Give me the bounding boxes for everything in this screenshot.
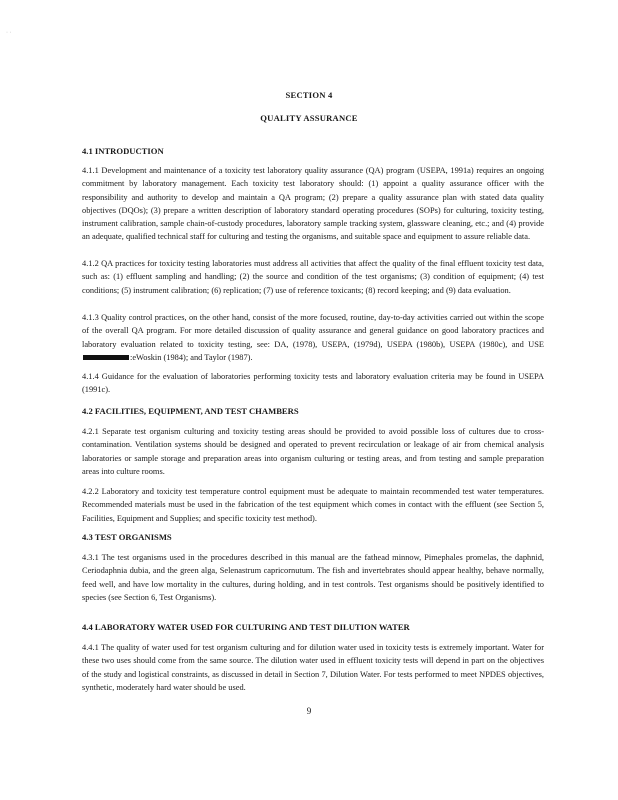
paragraph-text: 4.1.4 Guidance for the evaluation of laboratories performing toxicity tests and laboratory evaluation criteria may be found in USEPA (1991c). xyxy=(82,372,544,395)
heading-4-1: 4.1 INTRODUCTION xyxy=(82,146,164,156)
paragraph-text: 4.3.1 The test organisms used in the procedures described in this manual are the fathead minnow, Pimephales promelas, the daphnid, Ceriodaphnia dubia, and the green alga, Selenastrum capricornutum. The fish and invertebrates should appear healthy, behave normally, feed well, and have low mortality in the cultures, during holding, and in test controls. Test organisms should be positively identified to species (see Section 6, Test Organisms). xyxy=(82,553,544,602)
paragraph-text: 4.1.2 QA practices for toxicity testing laboratories must address all activities that affect the quality of the final effluent toxicity test data, such as: (1) effluent sampling and handling; (2) the source and condition of the test organisms; (3) condition of equipment; (4) test conditions; (5) instrument calibration; (6) replication; (7) use of reference toxicants; (8) record keeping; and (9) data evaluation. xyxy=(82,259,544,295)
paragraph-text: 4.2.1 Separate test organism culturing and toxicity testing areas should be provided to avoid possible loss of cultures due to cross-contamination. Ventilation systems should be designed and operated to prevent recirculation or leakage of air from chemical analysis laboratories or sample storage and preparation areas into organism culturing or testing areas, and from testing and sample preparation areas into culture rooms. xyxy=(82,427,544,476)
paragraph-4-2-2 xyxy=(82,485,544,525)
page-number: 9 xyxy=(306,706,312,716)
paragraph-4-1-2 xyxy=(82,257,544,297)
paragraph-text-tail: :eWoskin (1984); and Taylor (1987). xyxy=(130,352,253,362)
section-title: QUALITY ASSURANCE xyxy=(260,113,358,123)
paragraph-4-1-3 xyxy=(82,311,544,364)
heading-4-4: 4.4 LABORATORY WATER USED FOR CULTURING AND TEST DILUTION WATER xyxy=(82,622,410,632)
paragraph-text xyxy=(82,311,544,364)
redaction-mark xyxy=(83,355,129,360)
paragraph-4-2-1 xyxy=(82,425,544,478)
paragraph-4-1-1 xyxy=(82,164,544,244)
heading-4-3: 4.3 TEST ORGANISMS xyxy=(82,532,172,542)
paragraph-4-4-1 xyxy=(82,641,544,694)
paragraph-4-3-1 xyxy=(82,551,544,604)
heading-4-2: 4.2 FACILITIES, EQUIPMENT, AND TEST CHAMBERS xyxy=(82,406,299,416)
section-label: SECTION 4 xyxy=(285,90,333,100)
paragraph-text: 4.4.1 The quality of water used for test organism culturing and for dilution water used in toxicity tests is extremely important. Water for these two uses should come from the same source. The dilution water used in effluent toxicity tests will depend in part on the objectives of the study and logistical constraints, as discussed in detail in Section 7, Dilution Water. For tests performed to meet NPDES objectives, synthetic, moderately hard water should be used. xyxy=(82,643,544,692)
paragraph-text: 4.1.1 Development and maintenance of a toxicity test laboratory quality assurance (QA) program (USEPA, 1991a) requires an ongoing commitment by laboratory management. Each toxicity test laboratory should: (1) appoint a quality assurance officer with the responsibility and authority to develop and maintain a QA program; (2) prepare a quality assurance plan with stated data quality objectives (DQOs); (3) prepare a written description of laboratory standard operating procedures (SOPs) for culturing, toxicity testing, instrument calibration, sample chain-of-custody procedures, laboratory sample tracking system, glassware cleaning, etc.; and (4) provide an adequate, qualified technical staff for culturing and testing the organisms, and suitable space and equipment to assure reliable data. xyxy=(82,166,544,242)
scan-artifact: · · xyxy=(6,30,12,36)
paragraph-text: 4.2.2 Laboratory and toxicity test temperature control equipment must be adequate to maintain recommended test water temperatures. Recommended materials must be used in the fabrication of the test equipment which comes in contact with the effluent (see Section 5, Facilities, Equipment and Supplies; and specific toxicity test method). xyxy=(82,487,544,523)
paragraph-4-1-4 xyxy=(82,370,544,397)
paragraph-text-body: 4.1.3 Quality control practices, on the other hand, consist of the more focused, routine, day-to-day activities carried out within the scope of the overall QA program. For more detailed discussion of quality assurance and general guidance on good laboratory practices and laboratory evaluation related to toxicity testing, see: DA, (1978), USEPA, (1979d), USEPA (1980b), USEPA (1980c), and USE xyxy=(82,313,544,349)
